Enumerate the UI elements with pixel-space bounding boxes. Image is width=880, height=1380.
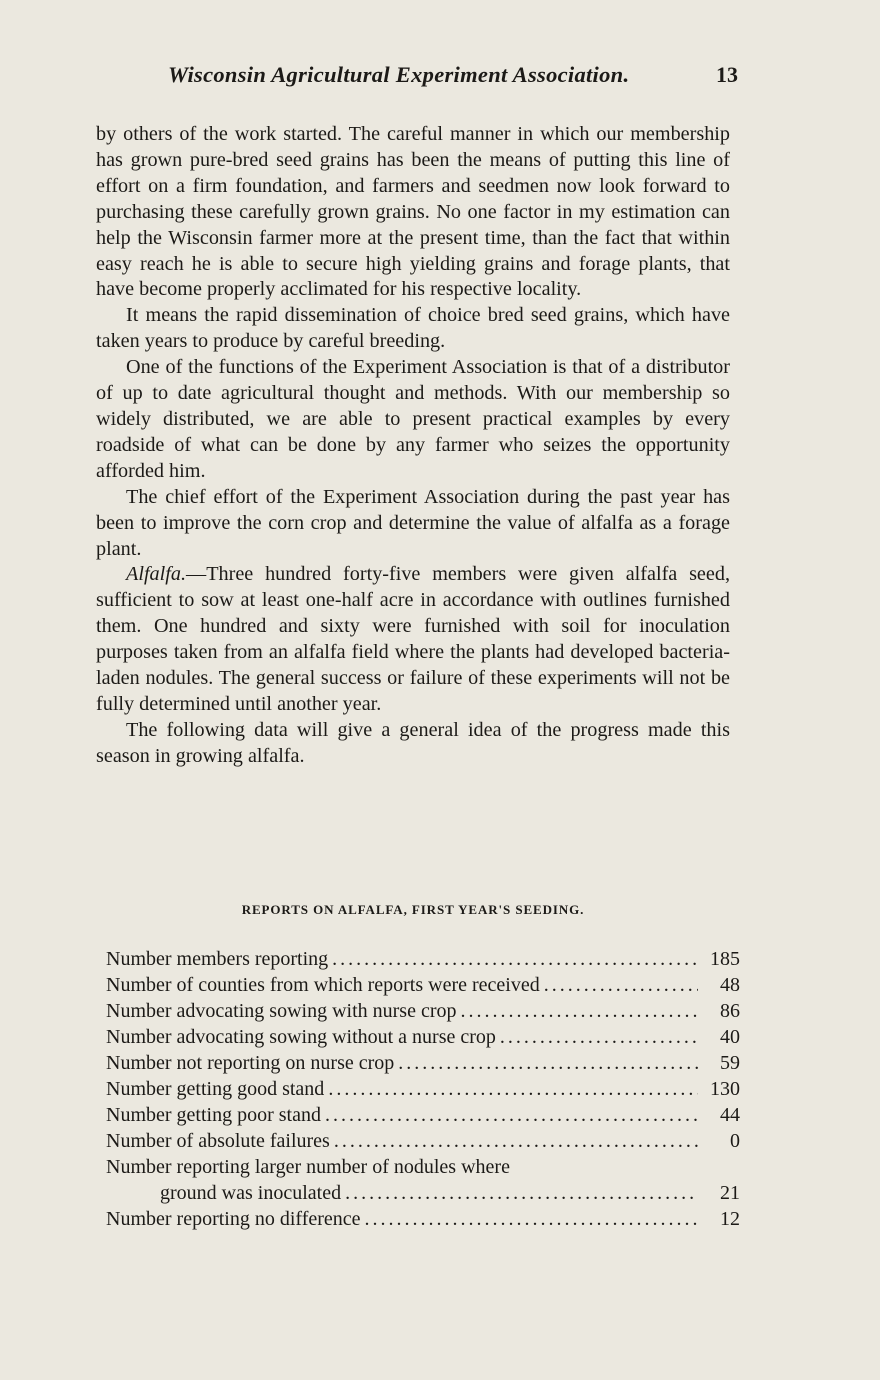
page-number: 13 <box>716 62 738 87</box>
row-value: 86 <box>720 1000 740 1022</box>
row-label: Number not reporting on nurse crop <box>106 1052 395 1074</box>
row-label: Number of counties from which reports were received <box>106 974 540 996</box>
paragraph-chief-effort: The chief effort of the Experiment Association during the past year has been to improve the corn crop and determine the value of alfalfa as a forage plant. <box>96 485 730 560</box>
row-value: 21 <box>720 1182 740 1204</box>
dot-leader <box>460 998 698 1024</box>
dot-leader <box>334 1128 698 1154</box>
running-head <box>168 62 738 92</box>
row-label-line1: Number reporting larger number of nodules where <box>106 1156 510 1178</box>
row-value: 0 <box>730 1130 740 1152</box>
row-label: Number members reporting <box>106 948 329 970</box>
row-label: Number reporting no difference <box>106 1208 361 1230</box>
table-row-wrapped-second-line <box>106 1180 740 1206</box>
row-label: Number advocating sowing without a nurse crop <box>106 1026 496 1048</box>
row-value: 40 <box>720 1026 740 1048</box>
row-value: 130 <box>710 1078 740 1100</box>
paragraph-dissemination: It means the rapid dissemination of choice bred seed grains, which have taken years to produce by careful breeding. <box>96 304 730 353</box>
row-value: 48 <box>720 974 740 996</box>
paragraph-continuation: by others of the work started. The careful manner in which our membership has grown pure-bred seed grains has been the means of putting this line of effort on a firm foundation, and farmers and seedmen now look forward to purchasing these carefully grown grains. No one factor in my estimation can help the Wisconsin farmer more at the present time, than the fact that within easy reach he is able to secure high yielding grains and forage plants, that have become properly acclimated for his respective locality. <box>96 123 730 301</box>
table-heading: REPORTS ON ALFALFA, FIRST YEAR'S SEEDING. <box>241 902 585 917</box>
row-value: 185 <box>710 948 740 970</box>
row-label: Number advocating sowing with nurse crop <box>106 1000 457 1022</box>
table-row <box>106 1206 740 1232</box>
dot-leader <box>328 1076 698 1102</box>
table-row <box>106 1128 740 1154</box>
alfalfa-text: —Three hundred forty-five members were given alfalfa seed, sufficient to sow at least one-half acre in accordance with outlines furnished them. One hundred and sixty were furnished with soil for inoculation purposes taken from an alfalfa field where the plants had developed bacteria-laden nodules. The general success or failure of these experiments will not be fully determined until another year. <box>96 563 730 715</box>
table-row <box>106 946 740 972</box>
table-row <box>106 998 740 1024</box>
table-row <box>106 1102 740 1128</box>
row-label-line2: ground was inoculated <box>160 1182 342 1204</box>
dot-leader <box>332 946 698 972</box>
table-row-wrapped-first-line <box>106 1154 740 1180</box>
table-row <box>106 1050 740 1076</box>
table-row <box>106 972 740 998</box>
paragraph-alfalfa <box>96 562 730 717</box>
row-value: 12 <box>720 1208 740 1230</box>
dot-leader <box>544 972 698 998</box>
row-label: Number of absolute failures <box>106 1130 330 1152</box>
dot-leader <box>345 1180 698 1206</box>
dot-leader <box>365 1206 698 1232</box>
running-title: Wisconsin Agricultural Experiment Association. <box>168 62 630 87</box>
table-row <box>106 1076 740 1102</box>
row-label: Number getting good stand <box>106 1078 325 1100</box>
dot-leader <box>325 1102 698 1128</box>
body-text <box>96 122 730 770</box>
report-table <box>106 946 740 1232</box>
table-row <box>106 1024 740 1050</box>
dot-leader <box>500 1024 698 1050</box>
row-label: Number getting poor stand <box>106 1104 321 1126</box>
alfalfa-lead: Alfalfa. <box>126 563 187 586</box>
row-value: 59 <box>720 1052 740 1074</box>
paragraph-following-data: The following data will give a general idea of the progress made this season in growing alfalfa. <box>96 718 730 767</box>
paragraph-functions: One of the functions of the Experiment Association is that of a distributor of up to date agricultural thought and methods. With our membership so widely distributed, we are able to present practical examples by every roadside of what can be done by any farmer who seizes the opportunity afforded him. <box>96 356 730 482</box>
row-value: 44 <box>720 1104 740 1126</box>
dot-leader <box>398 1050 698 1076</box>
